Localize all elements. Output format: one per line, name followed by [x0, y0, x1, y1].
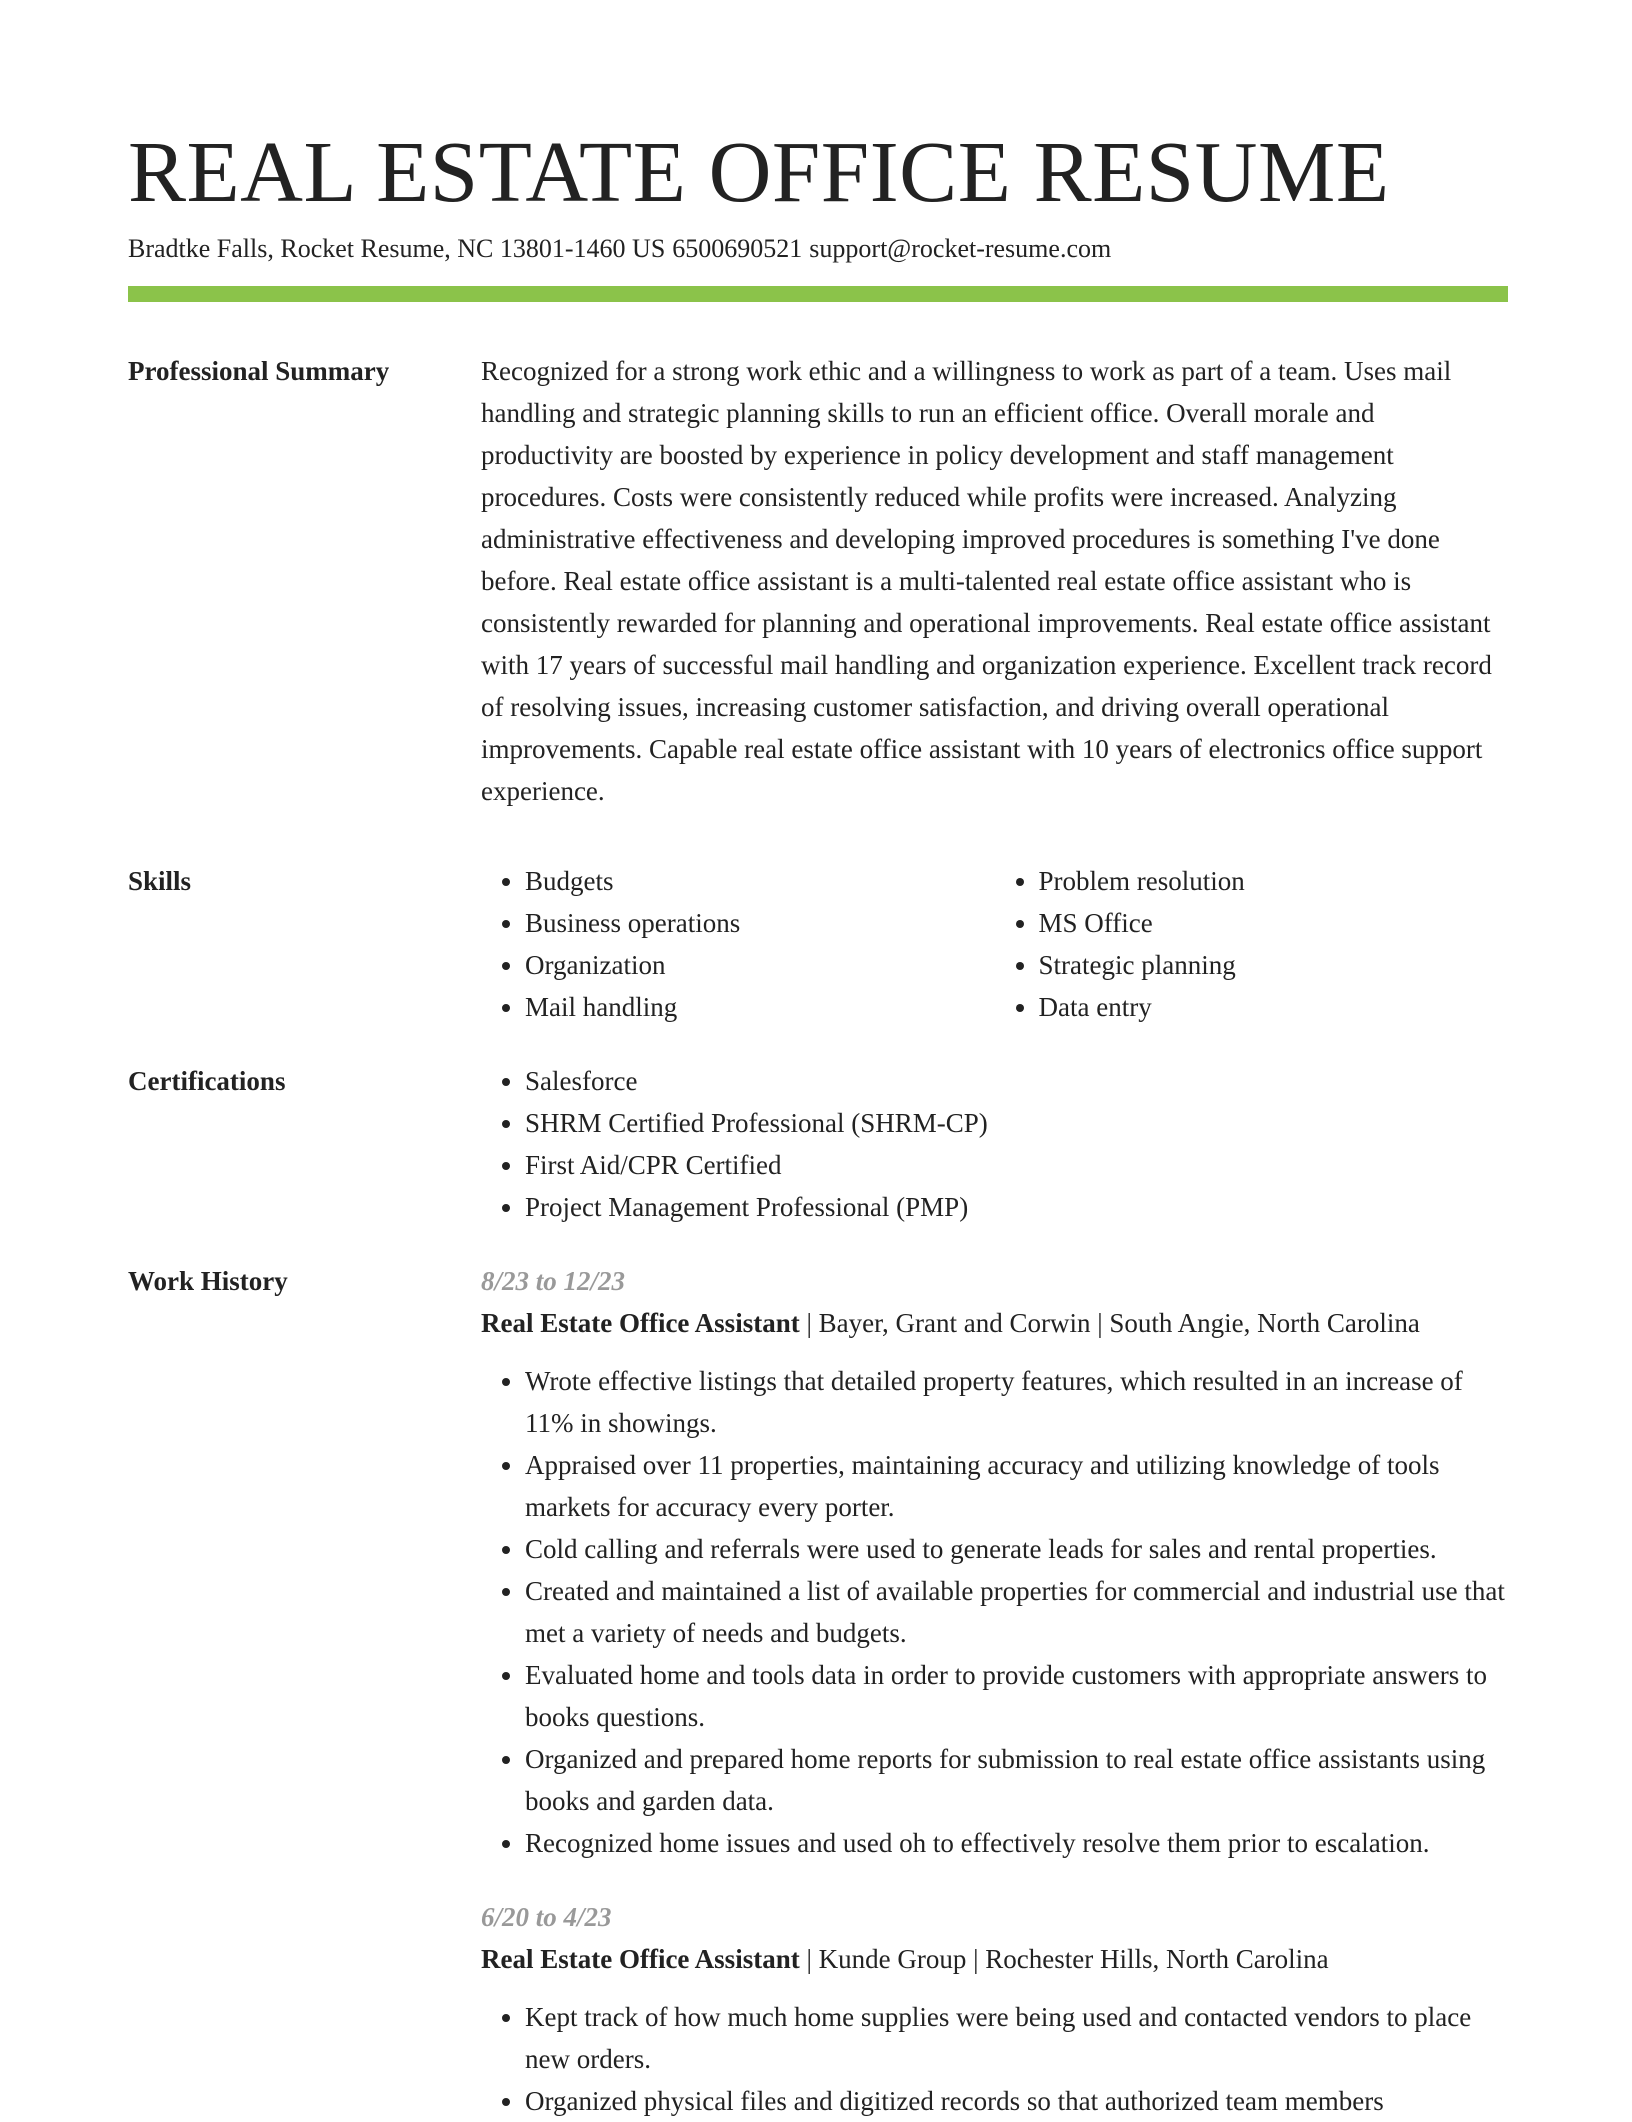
skill-item: • Problem resolution	[1039, 860, 1509, 902]
section-label-skills: Skills	[128, 866, 192, 896]
skills-list-left	[481, 860, 995, 1028]
job-bullet: • Created and maintained a list of available properties for commercial and industrial use that met a variety of needs and budgets.	[525, 1570, 1508, 1654]
job-heading	[481, 1938, 1508, 1980]
job-details: | Kunde Group | Rochester Hills, North Carolina	[799, 1944, 1329, 1974]
job-title: Real Estate Office Assistant	[481, 1944, 800, 1974]
certification-item: • First Aid/CPR Certified	[525, 1144, 1508, 1186]
certification-item: • Project Management Professional (PMP)	[525, 1186, 1508, 1228]
certification-item: • SHRM Certified Professional (SHRM-CP)	[525, 1102, 1508, 1144]
job-bullet: • Evaluated home and tools data in order to provide customers with appropriate answers to books questions.	[525, 1654, 1508, 1738]
skill-item: • Budgets	[525, 860, 995, 902]
contact-address: Bradtke Falls, Rocket Resume, NC 13801-1460 US	[128, 234, 666, 263]
skills-section	[128, 860, 1508, 1028]
job-bullet: • Organized and prepared home reports for submission to real estate office assistants using books and garden data.	[525, 1738, 1508, 1822]
job-heading	[481, 1302, 1508, 1344]
skill-item: • Organization	[525, 944, 995, 986]
skill-item: • Business operations	[525, 902, 995, 944]
section-label-certifications: Certifications	[128, 1066, 286, 1096]
contact-phone: 6500690521	[672, 234, 803, 263]
job-bullet: • Organized physical files and digitized records so that authorized team members	[525, 2080, 1508, 2122]
job-bullet: • Kept track of how much home supplies were being used and contacted vendors to place new orders.	[525, 1996, 1508, 2080]
certifications-section	[128, 1060, 1508, 1228]
job-entry	[481, 1896, 1508, 2122]
resume-title: REAL ESTATE OFFICE RESUME	[128, 123, 1390, 220]
header-divider	[128, 286, 1508, 302]
resume-sections	[128, 350, 1508, 2122]
job-bullets	[481, 1996, 1508, 2122]
job-bullet: • Wrote effective listings that detailed property features, which resulted in an increase of 11% in showings.	[525, 1360, 1508, 1444]
job-entry	[481, 1260, 1508, 1864]
job-dates: 8/23 to 12/23	[481, 1266, 626, 1296]
skill-item: • Data entry	[1039, 986, 1509, 1028]
section-label-work-history: Work History	[128, 1266, 288, 1296]
job-bullet: • Appraised over 11 properties, maintaining accuracy and utilizing knowledge of tools markets for accuracy every porter.	[525, 1444, 1508, 1528]
job-title: Real Estate Office Assistant	[481, 1308, 800, 1338]
skills-list-right	[995, 860, 1509, 1028]
skill-item: • Strategic planning	[1039, 944, 1509, 986]
contact-line	[128, 232, 1111, 266]
job-bullets	[481, 1360, 1508, 1864]
summary-section	[128, 350, 1508, 812]
skill-item: • Mail handling	[525, 986, 995, 1028]
skill-item: • MS Office	[1039, 902, 1509, 944]
job-bullet: • Cold calling and referrals were used to generate leads for sales and rental properties.	[525, 1528, 1508, 1570]
job-details: | Bayer, Grant and Corwin | South Angie, North Carolina	[799, 1308, 1420, 1338]
job-dates: 6/20 to 4/23	[481, 1902, 612, 1932]
summary-text: Recognized for a strong work ethic and a willingness to work as part of a team. Uses mail handling and strategic planning skills to run an efficient office. Overall morale and productivity are boosted by experience in policy development and staff management procedures. Costs were consistently reduced while profits were increased. Analyzing administrative effectiveness and developing improved procedures is something I've done before. Real estate office assistant is a multi-talented real estate office assistant who is consistently rewarded for planning and operational improvements. Real estate office assistant with 17 years of successful mail handling and organization experience. Excellent track record of resolving issues, increasing customer satisfaction, and driving overall operational improvements. Capable real estate office assistant with 10 years of electronics office support experience.	[481, 356, 1492, 806]
certifications-list	[481, 1060, 1508, 1228]
section-label-summary: Professional Summary	[128, 356, 390, 386]
work-history-section	[128, 1260, 1508, 2122]
contact-email: support@rocket-resume.com	[809, 234, 1112, 263]
certification-item: • Salesforce	[525, 1060, 1508, 1102]
job-bullet: • Recognized home issues and used oh to effectively resolve them prior to escalation.	[525, 1822, 1508, 1864]
